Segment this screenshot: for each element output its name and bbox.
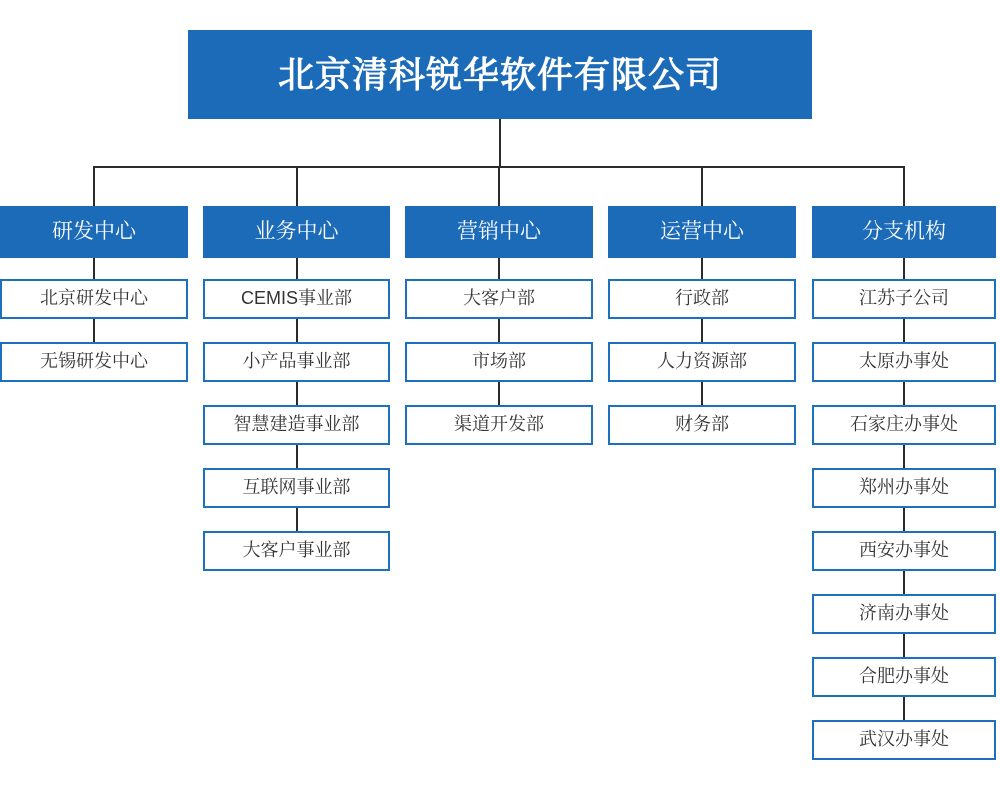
department-header-5: 分支机构 (812, 206, 996, 258)
org-node-col2-row1: CEMIS事业部 (203, 279, 390, 319)
org-node-col1-row1: 北京研发中心 (0, 279, 188, 319)
org-node-col5-row8: 武汉办事处 (812, 720, 996, 760)
department-header-1: 研发中心 (0, 206, 188, 258)
connector-stub-5 (903, 166, 905, 206)
root-company-node: 北京清科锐华软件有限公司 (188, 30, 812, 119)
org-node-col5-row2: 太原办事处 (812, 342, 996, 382)
org-node-col5-row7: 合肥办事处 (812, 657, 996, 697)
connector-stub-1 (93, 166, 95, 206)
department-header-2: 业务中心 (203, 206, 390, 258)
org-node-col4-row2: 人力资源部 (608, 342, 796, 382)
connector-stub-2 (296, 166, 298, 206)
org-node-col3-row2: 市场部 (405, 342, 593, 382)
department-header-4: 运营中心 (608, 206, 796, 258)
connector-stub-3 (498, 166, 500, 206)
connector-stub-4 (701, 166, 703, 206)
org-node-col4-row1: 行政部 (608, 279, 796, 319)
org-node-col3-row3: 渠道开发部 (405, 405, 593, 445)
org-node-col5-row3: 石家庄办事处 (812, 405, 996, 445)
org-node-col3-row1: 大客户部 (405, 279, 593, 319)
org-node-col5-row1: 江苏子公司 (812, 279, 996, 319)
connector-root-stem (499, 119, 501, 168)
org-node-col5-row6: 济南办事处 (812, 594, 996, 634)
org-node-col2-row5: 大客户事业部 (203, 531, 390, 571)
org-node-col5-row5: 西安办事处 (812, 531, 996, 571)
org-node-col4-row3: 财务部 (608, 405, 796, 445)
department-header-3: 营销中心 (405, 206, 593, 258)
org-node-col2-row2: 小产品事业部 (203, 342, 390, 382)
org-node-col1-row2: 无锡研发中心 (0, 342, 188, 382)
org-node-col5-row4: 郑州办事处 (812, 468, 996, 508)
org-node-col2-row4: 互联网事业部 (203, 468, 390, 508)
org-node-col2-row3: 智慧建造事业部 (203, 405, 390, 445)
